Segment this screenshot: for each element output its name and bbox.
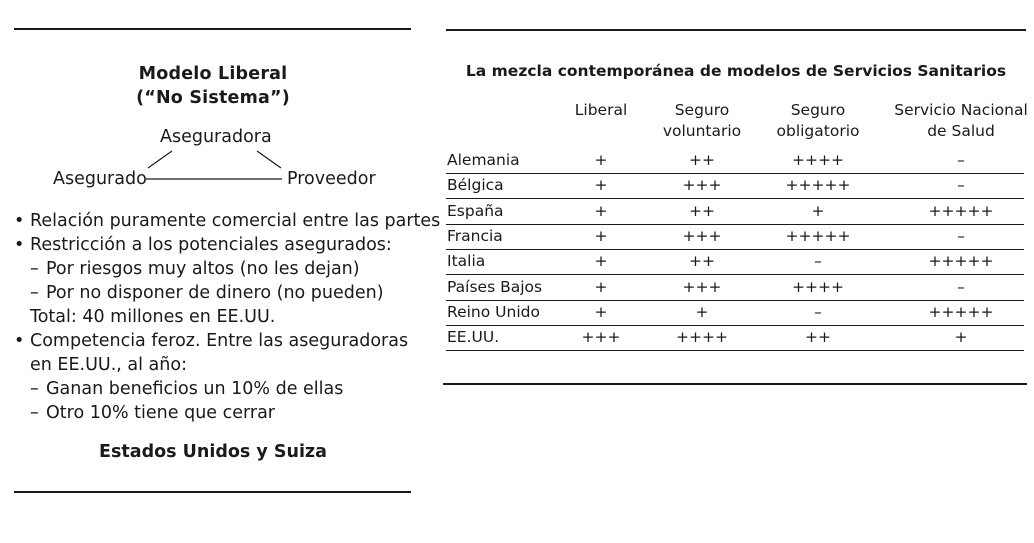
table-cell: +	[695, 302, 709, 321]
table-cell: +	[594, 151, 608, 169]
table-cell: +	[811, 201, 825, 220]
table-row-country: Países Bajos	[447, 277, 543, 296]
list-item-text: Relación puramente comercial entre las partes	[30, 211, 441, 231]
table-cell: +++++	[928, 302, 994, 321]
column-header-line: Servicio Nacional	[894, 101, 1028, 119]
list-item-text: Restricción a los potenciales asegurados:	[30, 235, 392, 255]
title-line-1: Modelo Liberal	[138, 64, 288, 84]
dash-mark: –	[30, 379, 39, 399]
column-header-line: obligatorio	[776, 122, 860, 140]
table-row-rule	[446, 274, 1024, 275]
list-item	[14, 329, 414, 353]
table-cell: +	[594, 302, 608, 321]
table-row-rule	[446, 224, 1024, 225]
table-row-country: Francia	[447, 226, 503, 245]
table-row-country: Alemania	[447, 151, 520, 169]
table-cell: +	[594, 226, 608, 245]
table-cell: +	[594, 176, 608, 195]
table-cell: –	[814, 252, 822, 271]
table-cell: +++++	[928, 201, 994, 220]
connector-right	[257, 151, 281, 168]
list-item	[14, 257, 414, 281]
dash-mark: –	[30, 283, 39, 303]
left-panel-footer: Estados Unidos y Suiza	[99, 442, 327, 462]
bullet-list	[14, 209, 441, 425]
table-cell: +++++	[928, 252, 994, 271]
table-cell: +	[594, 201, 608, 220]
table-cell: ++++	[676, 328, 728, 347]
list-item-text: Ganan beneficios un 10% de ellas	[46, 379, 344, 399]
table-cell: +	[594, 277, 608, 296]
column-header-seguro-obligatorio	[764, 100, 872, 142]
list-item	[14, 377, 414, 401]
table-cell: +++	[682, 176, 722, 195]
list-item-text: Otro 10% tiene que cerrar	[46, 403, 276, 423]
table-cell: ++	[689, 252, 715, 271]
column-header-line: Seguro	[790, 101, 846, 119]
table-row-country: España	[447, 201, 504, 220]
table-row-country: Bélgica	[447, 176, 504, 195]
column-header-liberal	[556, 100, 646, 121]
column-header-line: voluntario	[662, 122, 742, 140]
table-row-rule	[446, 249, 1024, 250]
list-item-text: Por riesgos muy altos (no les dejan)	[46, 259, 360, 279]
column-header-line: Liberal	[574, 101, 628, 119]
table-cell: ++++	[792, 151, 844, 169]
table-row-rule	[446, 350, 1024, 351]
table-cell: –	[957, 176, 965, 195]
list-item-text: Competencia feroz. Entre las aseguradoras	[30, 331, 409, 351]
table-cell: +	[954, 328, 968, 347]
table-cell: ++++	[792, 277, 844, 296]
table-row-country: EE.UU.	[447, 328, 500, 347]
dash-mark: –	[30, 403, 39, 423]
column-header-servicio-nacional	[894, 100, 1028, 142]
column-header-seguro-voluntario	[650, 100, 754, 142]
list-item	[14, 401, 414, 425]
list-item	[14, 305, 414, 329]
table-title: La mezcla contemporánea de modelos de Servicios Sanitarios	[465, 62, 1007, 80]
list-item-text: Total: 40 millones en EE.UU.	[30, 307, 276, 327]
list-item	[14, 281, 414, 305]
table-row-rule	[446, 325, 1024, 326]
list-item-text: en EE.UU., al año:	[30, 355, 187, 375]
table-cell: +	[594, 252, 608, 271]
table-cell: +++	[682, 277, 722, 296]
list-item	[14, 233, 414, 257]
table-cell: –	[957, 151, 965, 169]
diagram-left-label: Asegurado	[53, 169, 147, 189]
table-row-rule	[446, 198, 1024, 199]
table-cell: +++	[682, 226, 722, 245]
diagram-top-label: Aseguradora	[160, 127, 272, 147]
table-row-country: Reino Unido	[447, 302, 540, 321]
list-item	[14, 353, 414, 377]
bullet-mark: •	[14, 235, 25, 255]
table-cell: +++++	[785, 226, 851, 245]
table-cell: +++++	[785, 176, 851, 195]
table-cell: –	[957, 277, 965, 296]
list-item	[14, 209, 441, 233]
bullet-mark: •	[14, 211, 25, 231]
table-row-rule	[446, 300, 1024, 301]
table-cell: –	[814, 302, 822, 321]
table-cell: –	[957, 226, 965, 245]
table-cell: ++	[689, 201, 715, 220]
column-header-line: de Salud	[927, 122, 995, 140]
table-cell: +++	[581, 328, 621, 347]
table-row-country: Italia	[447, 252, 486, 271]
title-line-2: (“No Sistema”)	[136, 88, 290, 108]
table-cell: ++	[689, 151, 715, 169]
list-item-text: Por no disponer de dinero (no pueden)	[46, 283, 384, 303]
dash-mark: –	[30, 259, 39, 279]
bullet-mark: •	[14, 331, 25, 351]
table-cell: ++	[805, 328, 831, 347]
connector-left	[148, 151, 172, 168]
table-row-rule	[446, 173, 1024, 174]
diagram-right-label: Proveedor	[287, 169, 376, 189]
column-header-line: Seguro	[674, 101, 730, 119]
